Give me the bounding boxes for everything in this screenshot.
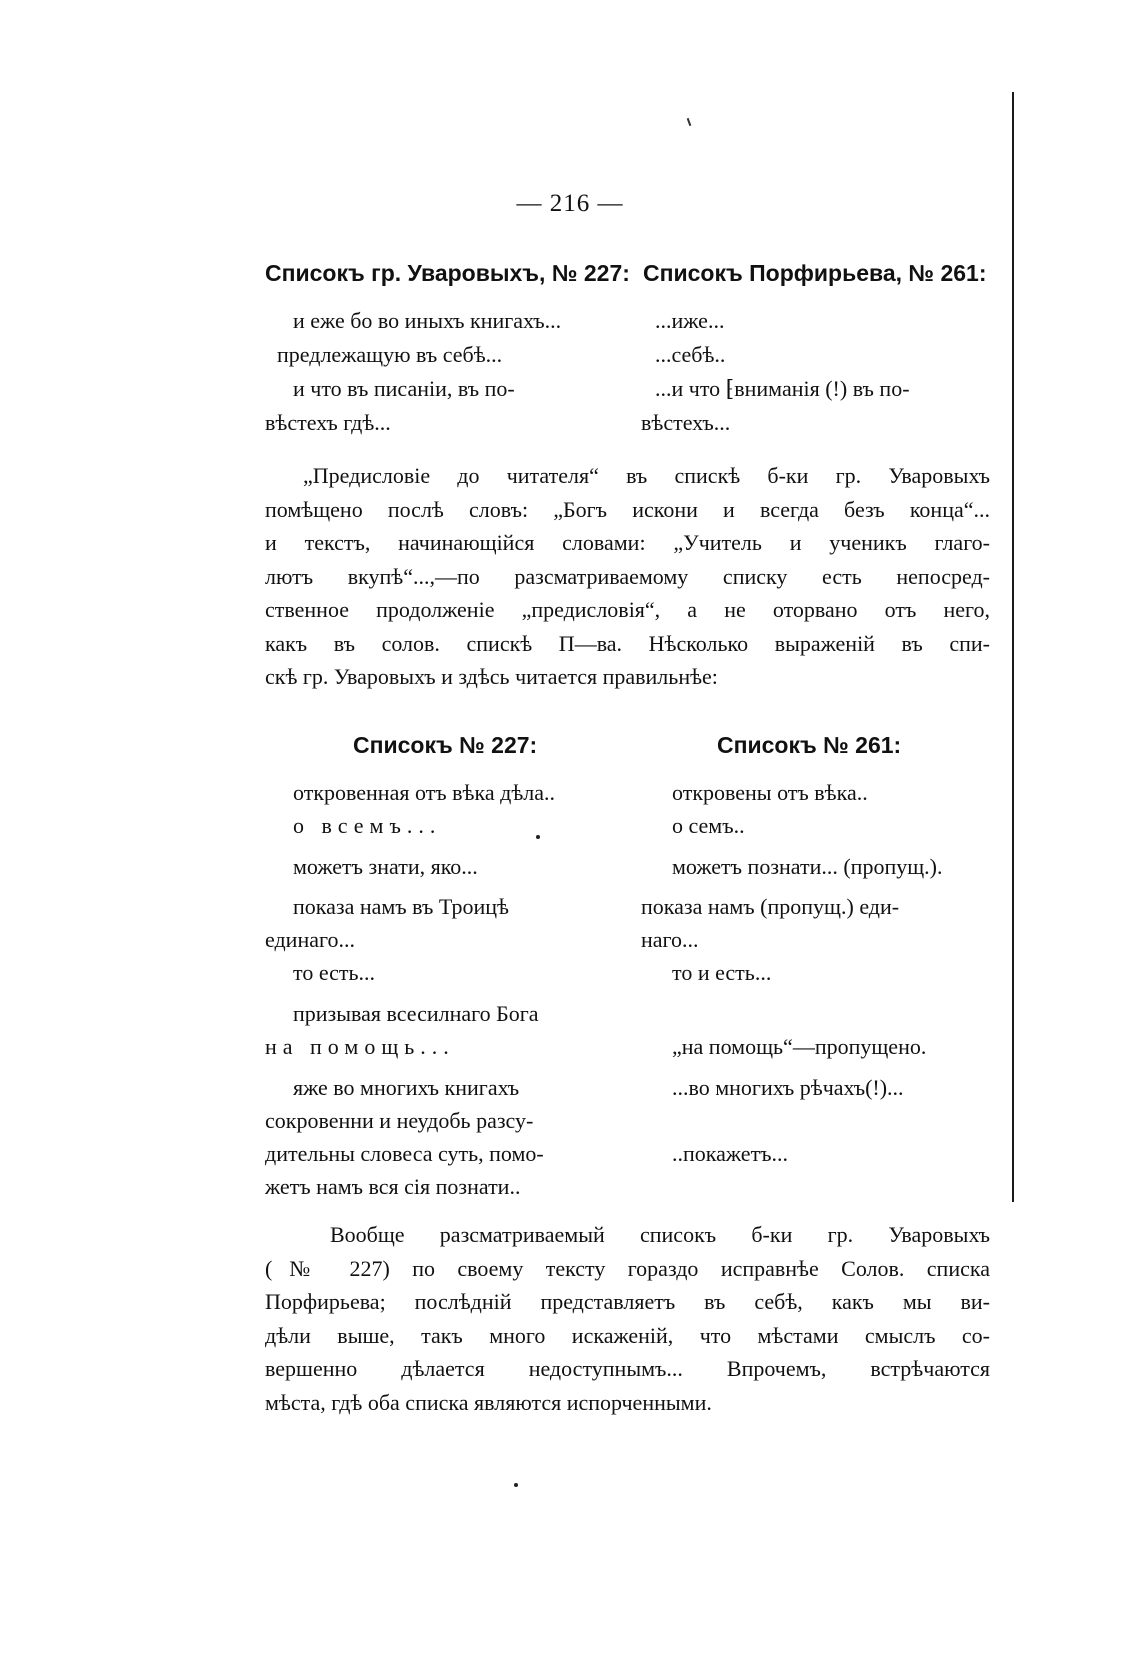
stray-mark <box>687 118 692 126</box>
table1-right-header: Списокъ Порфирьева, № 261: <box>643 260 987 286</box>
table2-right-line: наго... <box>641 927 699 952</box>
paragraph-line: помѣщено послѣ словъ: „Богъ искони и всегда безъ конца“... <box>265 496 990 522</box>
table1-right-line: вѣстехъ... <box>641 410 731 435</box>
paragraph-1 <box>265 459 990 694</box>
table2-left-header: Списокъ № 227: <box>353 732 538 758</box>
table1-left-line: предлежащую въ себѣ... <box>277 342 503 367</box>
paragraph-line: мѣста, гдѣ оба списка являются испорченными. <box>265 1389 712 1415</box>
table2-right-line: откровены отъ вѣка.. <box>672 780 868 805</box>
table2-right-line: ...во многихъ рѣчахъ(!)... <box>672 1075 904 1100</box>
table1-left-line: и что въ писаніи, въ по- <box>293 376 515 401</box>
paragraph-line: (№ 227) по своему тексту гораздо исправнѣе Солов. списка <box>265 1255 990 1281</box>
paragraph-line: „Предисловіе до читателя“ въ спискѣ б-ки гр. Уваровыхъ <box>303 463 990 488</box>
table1-left-line: вѣстехъ гдѣ... <box>265 410 391 435</box>
paragraph-2 <box>265 1218 990 1419</box>
paragraph-line: вершенно дѣлается недоступнымъ... Впрочемъ, встрѣчаются <box>265 1356 990 1381</box>
table2-right-line: показа намъ (пропущ.) еди- <box>641 894 900 919</box>
paragraph-line: Порфирьева; послѣдній представляетъ въ себѣ, какъ мы ви- <box>265 1289 990 1314</box>
table1-left-header: Списокъ гр. Уваровыхъ, № 227: <box>265 260 630 286</box>
table2-left-line: откровенная отъ вѣка дѣла.. <box>293 780 556 805</box>
table2-right-header: Списокъ № 261: <box>717 732 902 758</box>
table2-left-line: показа намъ въ Троицѣ <box>293 894 509 919</box>
stray-dot <box>536 835 540 839</box>
table2-left-line: жетъ намъ вся сія познати.. <box>265 1174 521 1199</box>
page-number: — 216 — <box>516 190 624 217</box>
table2-left-line: можетъ знати, яко... <box>293 854 478 879</box>
stray-dot <box>514 1483 518 1487</box>
paragraph-line: дѣли выше, такъ много искаженій, что мѣстами смыслъ со- <box>265 1322 990 1348</box>
paragraph-line: лютъ вкупѣ“...,—по разсматриваемому списку есть непосред- <box>265 563 990 589</box>
paragraph-line: скѣ гр. Уваровыхъ и здѣсь читается правильнѣе: <box>265 664 718 689</box>
table2-left-line: яже во многихъ книгахъ <box>293 1075 520 1100</box>
table1-right-line: ...иже... <box>655 308 725 333</box>
table2-left-line: на помощь... <box>265 1034 455 1059</box>
table1-left-line: и еже бо во иныхъ книгахъ... <box>293 308 562 333</box>
table2-left-line: призывая всесилнаго Бога <box>293 1001 539 1026</box>
paragraph-line: и текстъ, начинающійся словами: „Учитель и ученикъ глаго- <box>265 530 990 555</box>
table2-left-line: о всемъ... <box>293 813 442 838</box>
paragraph-line: Вообще разсматриваемый списокъ б-ки гр. Уваровыхъ <box>330 1222 990 1247</box>
table2-left-line: сокровенни и неудобь разсу- <box>265 1108 534 1133</box>
table2-right-line: „на помощь“—пропущено. <box>672 1034 927 1059</box>
table2-right-line: ..покажетъ... <box>672 1141 789 1166</box>
table2-right-line: то и есть... <box>672 960 772 985</box>
table1-right-line: ...себѣ.. <box>655 342 726 367</box>
table1-right-line: ...и что ⁅вниманія (!) въ по- <box>655 376 910 401</box>
table2-right-line: о семъ.. <box>672 813 745 838</box>
table2-right-line: можетъ познати... (пропущ.). <box>672 854 943 879</box>
paragraph-line: ственное продолженіе „предисловія“, а не оторвано отъ него, <box>265 597 990 622</box>
table2-left-line: единаго... <box>265 927 355 952</box>
table2-left-line: дительны словеса суть, помо- <box>265 1141 544 1166</box>
paragraph-line: какъ въ солов. спискѣ П—ва. Нѣсколько выраженій въ спи- <box>265 630 990 656</box>
page-edge-line <box>1012 92 1014 1202</box>
table2-left-line: то есть... <box>293 960 376 985</box>
